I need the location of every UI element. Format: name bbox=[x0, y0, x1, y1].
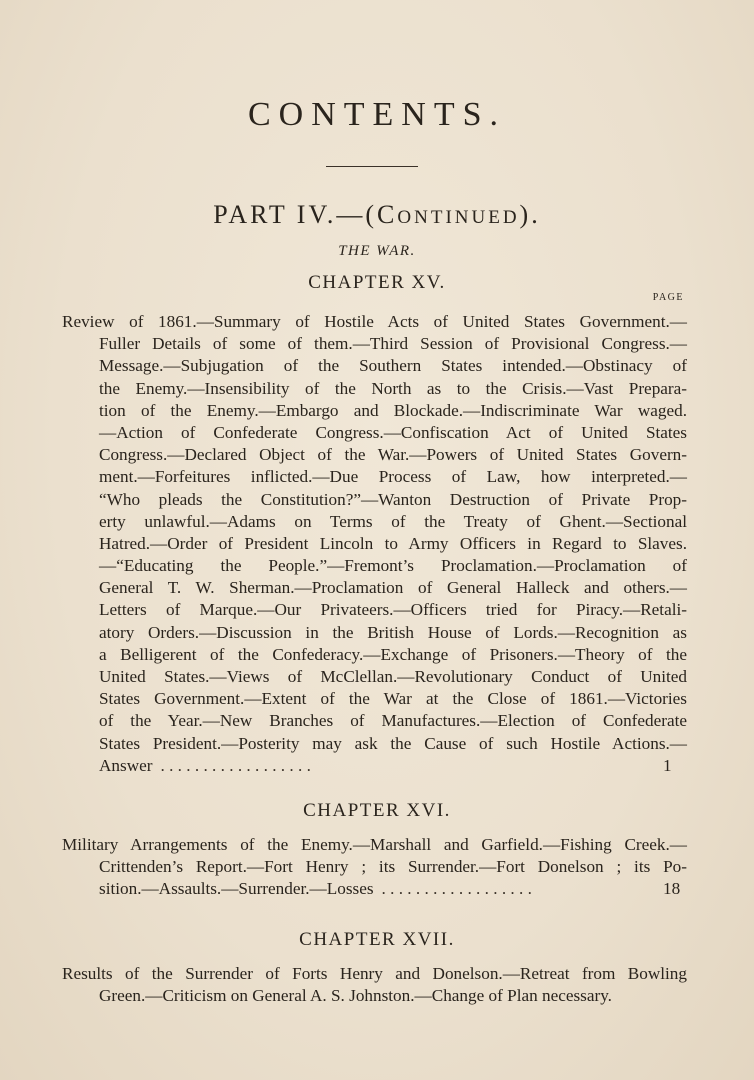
summary-last-line bbox=[62, 755, 687, 777]
summary-line: —Action of Confederate Congress.—Confiscation Act of United States bbox=[99, 422, 687, 442]
chapter-16-summary bbox=[62, 834, 687, 901]
summary-line: States Government.—Extent of the War at the Close of 1861.—Victories bbox=[99, 689, 687, 709]
summary-line: Letters of Marque.—Our Privateers.—Officers tried for Piracy.—Retali- bbox=[99, 600, 687, 620]
part-heading: PART IV.—(CONTINUED). bbox=[213, 200, 541, 229]
page-number: 18 bbox=[663, 879, 681, 899]
summary-line: erty unlawful.—Adams on Terms of the Treaty of Ghent.—Sectional bbox=[99, 511, 687, 531]
chapter-16-title: CHAPTER XVI. bbox=[303, 800, 451, 821]
summary-line: Hatred.—Order of President Lincoln to Army Officers in Regard to Slaves. bbox=[99, 533, 687, 553]
chapter-17-summary bbox=[62, 963, 687, 1007]
summary-line: Congress.—Declared Object of the War.—Powers of United States Govern- bbox=[99, 445, 687, 465]
summary-line: the Enemy.—Insensibility of the North as to the Crisis.—Vast Prepara- bbox=[99, 378, 687, 398]
page-number: 1 bbox=[663, 755, 672, 775]
summary-line: Fuller Details of some of them.—Third Session of Provisional Congress.— bbox=[99, 334, 687, 354]
summary-line: Answer bbox=[99, 755, 153, 775]
summary-line: United States.—Views of McClellan.—Revolutionary Conduct of United bbox=[99, 667, 687, 686]
summary-line: Review of 1861.—Summary of Hostile Acts of United States Government.— bbox=[62, 312, 687, 331]
summary-last-line bbox=[62, 878, 687, 900]
leader-dots: . . . . . . . . . . . . . . . . . . bbox=[381, 879, 532, 899]
contents-heading: CONTENTS. bbox=[247, 96, 507, 133]
summary-line: Message.—Subjugation of the Southern States intended.—Obstinacy of bbox=[99, 356, 687, 376]
summary-line: Green.—Criticism on General A. S. Johnston.—Change of Plan necessary. bbox=[99, 986, 612, 1006]
summary-line: States President.—Posterity may ask the Cause of such Hostile Actions.— bbox=[99, 733, 687, 753]
summary-line: atory Orders.—Discussion in the British House of Lords.—Recognition as bbox=[99, 622, 687, 642]
summary-line: a Belligerent of the Confederacy.—Exchange of Prisoners.—Theory of the bbox=[99, 644, 687, 664]
summary-line: ment.—Forfeitures inflicted.—Due Process of Law, how interpreted.— bbox=[99, 467, 687, 487]
section-subtitle: THE WAR. bbox=[338, 243, 416, 259]
summary-line: tion of the Enemy.—Embargo and Blockade.—Indiscriminate War waged. bbox=[99, 400, 687, 420]
leader-dots: . . . . . . . . . . . . . . . . . . bbox=[160, 755, 311, 775]
chapter-15-summary bbox=[62, 311, 687, 777]
summary-line: Crittenden’s Report.—Fort Henry ; its Surrender.—Fort Donelson ; its Po- bbox=[99, 857, 687, 877]
chapter-15-title: CHAPTER XV. bbox=[308, 272, 446, 293]
page-column-label: PAGE bbox=[652, 292, 684, 303]
chapter-17-title: CHAPTER XVII. bbox=[299, 929, 455, 950]
summary-line: Results of the Surrender of Forts Henry and Donelson.—Retreat from Bowling bbox=[62, 964, 687, 983]
summary-line: —“Educating the People.”—Fremont’s Proclamation.—Proclamation of bbox=[99, 556, 687, 576]
summary-line: “Who pleads the Constitution?”—Wanton Destruction of Private Prop- bbox=[99, 489, 687, 509]
summary-line: General T. W. Sherman.—Proclamation of General Halleck and others.— bbox=[99, 578, 687, 598]
summary-line: Military Arrangements of the Enemy.—Marshall and Garfield.—Fishing Creek.— bbox=[62, 835, 687, 854]
heading-rule bbox=[326, 166, 418, 167]
summary-line: of the Year.—New Branches of Manufactures.—Election of Confederate bbox=[99, 711, 687, 731]
summary-line: sition.—Assaults.—Surrender.—Losses bbox=[99, 879, 374, 899]
